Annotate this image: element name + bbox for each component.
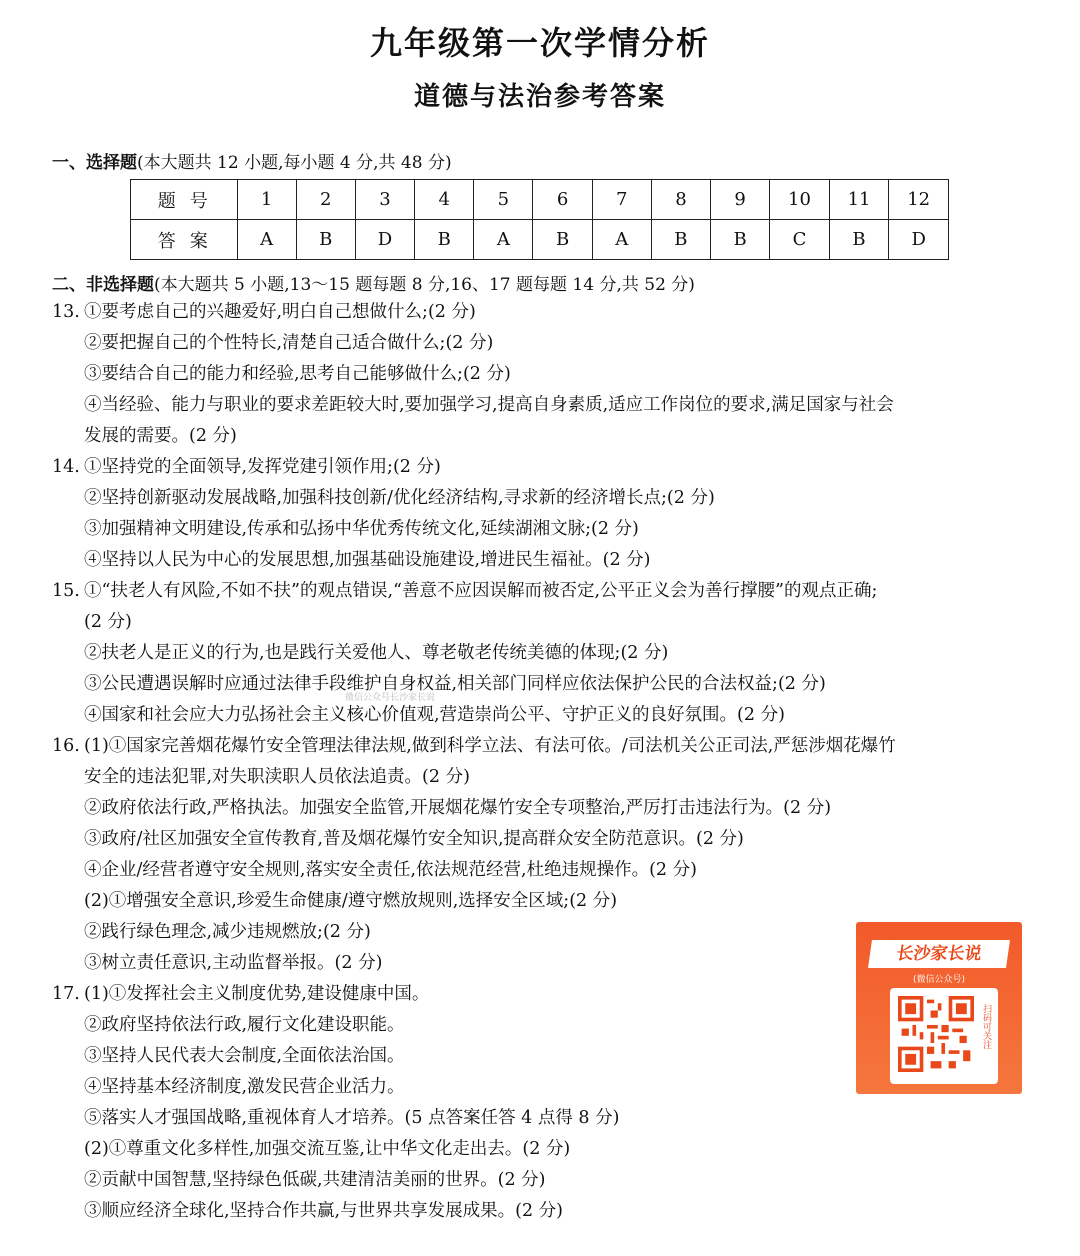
qr-brand-tag: (微信公众号) bbox=[912, 975, 966, 985]
answer-line: ①“扶老人有风险,不如不扶”的观点错误,“善意不应因误解而被否定,公平正义会为善行撑腰”的观点正确; bbox=[84, 581, 878, 601]
qr-promo-badge[interactable] bbox=[856, 922, 1022, 1094]
answer-cell: B bbox=[651, 220, 710, 260]
answer-line: ④坚持以人民为中心的发展思想,加强基础设施建设,增进民生福祉。(2 分) bbox=[84, 550, 651, 570]
question-number-cell: 11 bbox=[829, 180, 889, 220]
answer-cell: B bbox=[415, 220, 474, 260]
question-number-cell: 3 bbox=[355, 180, 414, 220]
answer-line: ③加强精神文明建设,传承和弘扬中华优秀传统文化,延续湖湘文脉;(2 分) bbox=[84, 519, 639, 539]
answer-cell: B bbox=[829, 220, 889, 260]
answer-cell: D bbox=[355, 220, 414, 260]
watermark-text: 微信公众号长沙家长说 bbox=[345, 693, 436, 703]
answer-cell: B bbox=[296, 220, 355, 260]
answer-line: ③要结合自己的能力和经验,思考自己能够做什么;(2 分) bbox=[84, 364, 511, 384]
section-two-note: (本大题共 5 小题,13～15 题每题 8 分,16、17 题每题 14 分,共 52 分) bbox=[154, 275, 695, 295]
answer-line: 发展的需要。(2 分) bbox=[84, 426, 237, 446]
number-row-header: 题号 bbox=[131, 180, 238, 220]
answer-line: ④国家和社会应大力弘扬社会主义核心价值观,营造崇尚公平、守护正义的良好氛围。(2 分) bbox=[84, 705, 785, 725]
page-subtitle: 道德与法治参考答案 bbox=[413, 82, 666, 112]
question-number-cell: 9 bbox=[711, 180, 770, 220]
question-number: 13. bbox=[52, 302, 80, 322]
answer-line: ②扶老人是正义的行为,也是践行关爱他人、尊老敬老传统美德的体现;(2 分) bbox=[84, 643, 669, 663]
answer-line: ②政府依法行政,严格执法。加强安全监管,开展烟花爆竹安全专项整治,严厉打击违法行为。(2 分) bbox=[84, 798, 832, 818]
answer-line: ③顺应经济全球化,坚持合作共赢,与世界共享发展成果。(2 分) bbox=[84, 1201, 563, 1221]
answer-cell: B bbox=[533, 220, 592, 260]
answer-line: ②要把握自己的个性特长,清楚自己适合做什么;(2 分) bbox=[84, 333, 494, 353]
question-13 bbox=[52, 297, 1042, 452]
answer-table bbox=[130, 179, 949, 260]
answer-cell: D bbox=[889, 220, 949, 260]
answer-cell: A bbox=[474, 220, 533, 260]
qr-scan-label: 扫码可关注 bbox=[981, 1004, 991, 1049]
question-number: 16. bbox=[52, 736, 80, 756]
answer-cell: C bbox=[770, 220, 830, 260]
section-one-heading bbox=[52, 148, 452, 173]
question-number-cell: 2 bbox=[296, 180, 355, 220]
answer-table-number-row bbox=[131, 180, 949, 220]
qr-brand-name: 长沙家长说 bbox=[868, 940, 1010, 968]
answer-line: ④坚持基本经济制度,激发民营企业活力。 bbox=[84, 1077, 405, 1097]
answer-line: ②践行绿色理念,减少违规燃放;(2 分) bbox=[84, 922, 371, 942]
answer-line: ②政府坚持依法行政,履行文化建设职能。 bbox=[84, 1015, 405, 1035]
question-number-cell: 4 bbox=[415, 180, 474, 220]
answer-line: ①坚持党的全面领导,发挥党建引领作用;(2 分) bbox=[84, 457, 441, 477]
answer-line: ①要考虑自己的兴趣爱好,明白自己想做什么;(2 分) bbox=[84, 302, 476, 322]
question-number-cell: 1 bbox=[237, 180, 296, 220]
answer-line: ③公民遭遇误解时应通过法律手段维护自身权益,相关部门同样应依法保护公民的合法权益;(2 分) bbox=[84, 674, 826, 694]
section-two-heading bbox=[52, 270, 695, 295]
answer-line: (1)①发挥社会主义制度优势,建设健康中国。 bbox=[84, 984, 430, 1004]
question-15 bbox=[52, 576, 1042, 731]
answer-line: ③政府/社区加强安全宣传教育,普及烟花爆竹安全知识,提高群众安全防范意识。(2 分) bbox=[84, 829, 744, 849]
question-number-cell: 7 bbox=[592, 180, 651, 220]
question-number-cell: 10 bbox=[770, 180, 830, 220]
answer-row-header: 答案 bbox=[131, 220, 238, 260]
answer-cell: A bbox=[237, 220, 296, 260]
answer-line: ④当经验、能力与职业的要求差距较大时,要加强学习,提高自身素质,适应工作岗位的要求,满足国家与社会 bbox=[84, 395, 894, 415]
section-one-label: 一、选择题 bbox=[52, 153, 137, 173]
answer-cell: A bbox=[592, 220, 651, 260]
section-two-label: 二、非选择题 bbox=[52, 275, 154, 295]
answer-line: (2)①增强安全意识,珍爱生命健康/遵守燃放规则,选择安全区域;(2 分) bbox=[84, 891, 618, 911]
question-14 bbox=[52, 452, 1042, 576]
answer-table-answer-row bbox=[131, 220, 949, 260]
question-number: 14. bbox=[52, 457, 80, 477]
question-number: 17. bbox=[52, 984, 80, 1004]
answer-line: (1)①国家完善烟花爆竹安全管理法律法规,做到科学立法、有法可依。/司法机关公正司法,严惩涉烟花爆竹 bbox=[84, 736, 896, 756]
page-title: 九年级第一次学情分析 bbox=[369, 24, 710, 62]
answer-line: ④企业/经营者遵守安全规则,落实安全责任,依法规范经营,杜绝违规操作。(2 分) bbox=[84, 860, 697, 880]
question-number-cell: 5 bbox=[474, 180, 533, 220]
answer-line: ②坚持创新驱动发展战略,加强科技创新/优化经济结构,寻求新的经济增长点;(2 分) bbox=[84, 488, 715, 508]
question-number-cell: 6 bbox=[533, 180, 592, 220]
section-one-note: (本大题共 12 小题,每小题 4 分,共 48 分) bbox=[137, 153, 452, 173]
answer-line: ③树立责任意识,主动监督举报。(2 分) bbox=[84, 953, 383, 973]
qr-code-icon[interactable] bbox=[898, 996, 974, 1072]
answer-line: 安全的违法犯罪,对失职渎职人员依法追责。(2 分) bbox=[84, 767, 470, 787]
answer-line: ②贡献中国智慧,坚持绿色低碳,共建清洁美丽的世界。(2 分) bbox=[84, 1170, 546, 1190]
question-number-cell: 12 bbox=[889, 180, 949, 220]
answer-line: ⑤落实人才强国战略,重视体育人才培养。(5 点答案任答 4 点得 8 分) bbox=[84, 1108, 620, 1128]
question-number-cell: 8 bbox=[651, 180, 710, 220]
question-number: 15. bbox=[52, 581, 80, 601]
answer-line: (2)①尊重文化多样性,加强交流互鉴,让中华文化走出去。(2 分) bbox=[84, 1139, 571, 1159]
answer-line: (2 分) bbox=[84, 612, 132, 632]
answer-line: ③坚持人民代表大会制度,全面依法治国。 bbox=[84, 1046, 405, 1066]
answer-cell: B bbox=[711, 220, 770, 260]
